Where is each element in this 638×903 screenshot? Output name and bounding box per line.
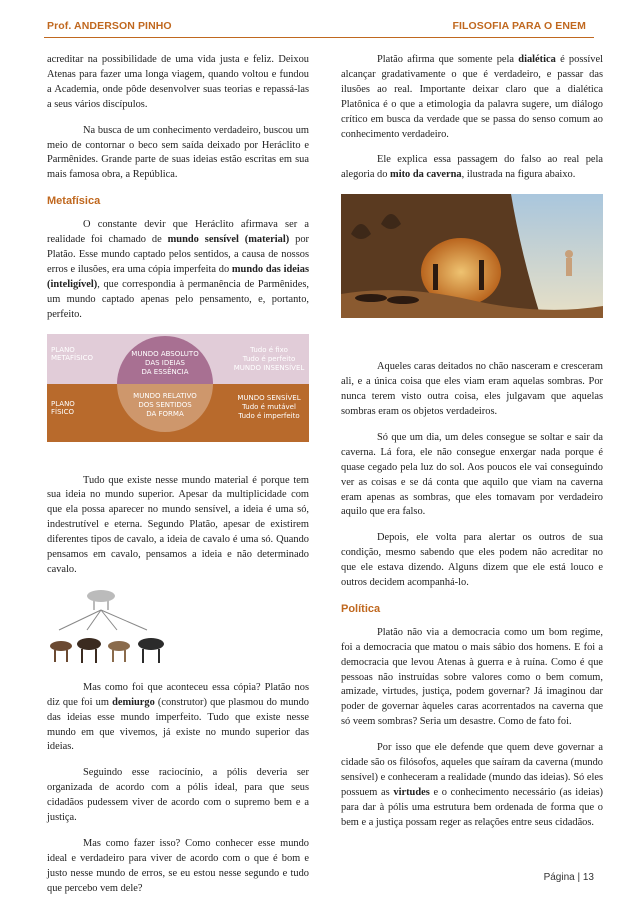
paragraph: Platão afirma que somente pela dialética é possível alcançar gradativamente o que é verdadeiro, e passar das ilusões ao real. Importante deixar claro que a dialética Platônica é o que a etimologia da palavra sugere, um diálogo crítico em busca da verdade que se passa do senso comum ao conhecimento verdadeiro. xyxy=(341,54,603,140)
worlds-diagram xyxy=(47,334,309,442)
label-ideias-fixo: Tudo é fixo xyxy=(250,345,288,354)
term-demiurgo: demiurgo xyxy=(112,696,155,708)
label-mundo-relativo-1: MUNDO RELATIVO xyxy=(133,391,197,400)
paragraph: acreditar na possibilidade de uma vida justa e feliz. Deixou Atenas para fazer uma longa viagem, quando voltou e fundou a Academia, onde pôde desenvolver suas teorias e repassá-las a seus vários discípulos. xyxy=(47,54,309,110)
paragraph: Platão não via a democracia como um bom regime, foi a democracia que matou o mais sábio dos homens. E foi a democracia que levou Atenas à guerra e à ruína. Como é que pessoas não instruídas sobre valores como o bem comum, amizade, virtudes, justiça, podem governar? Já imaginou dar poder de governar àqueles caras acorrentados na caverna que só veem sombras? Seria um desastre. Como de fato foi. xyxy=(341,626,603,728)
section-heading-politica: Política xyxy=(341,602,381,615)
paragraph: Mas como foi que aconteceu essa cópia? Platão nos diz que foi um demiurgo (construtor) que plasmou do mundo das ideias esse mundo imperfeito. Tudo que existe nesse mundo em que vivemos, já existe no mundo superior das ideias. xyxy=(47,681,309,753)
paragraph: Por isso que ele defende que quem deve governar a cidade são os filósofos, aqueles que saíram da caverna (mundo sensível) e conheceram a realidade (mundo das ideias). Só eles possuem as virtudes e o conhecimento necessário (as ideias) para dar à pólis uma estrutura bem ordenada de forma que o bem e a justiça possam reger as relações entre seus cidadãos. xyxy=(341,742,604,828)
paragraph: Aqueles caras deitados no chão nasceram e cresceram ali, e a única coisa que eles viam eram aquelas sombras. Por nunca terem visto outra coisa, eles julgavam que aquelas sombras eram os objetos verdadeiros. xyxy=(341,361,603,417)
term-mito-caverna: mito da caverna xyxy=(390,169,462,181)
paragraph: Ele explica essa passagem do falso ao real pela alegoria do mito da caverna, ilustrada na figura abaixo. xyxy=(341,154,603,181)
right-column xyxy=(341,53,603,842)
paragraph: Na busca de um conhecimento verdadeiro, buscou um meio de contornar o beco sem saída deixado por Heráclito e Parmênides. Grande parte de suas ideias estão escritas em sua mais famosa obra, a República. xyxy=(47,124,309,181)
term-dialetica: dialética xyxy=(518,54,556,65)
label-mundo-sensivel: MUNDO SENSÍVEL xyxy=(237,393,301,402)
label-mundo-insensivel: MUNDO INSENSÍVEL xyxy=(233,363,305,372)
worlds-diagram-graphic xyxy=(47,334,309,442)
header-author: Prof. ANDERSON PINHO xyxy=(47,20,172,32)
term-virtudes: virtudes xyxy=(393,786,430,798)
paragraph: Mas como fazer isso? Como conhecer esse mundo ideal e verdadeiro para viver de acordo com o que é bom e justo nesse mundo de erros, se eu estou nesse segundo e tudo que percebo vem dele? xyxy=(47,838,309,894)
term-mundo-ideias: mundo das ideias (inteligível) xyxy=(47,263,309,290)
paragraph: Depois, ele volta para alertar os outros de sua condição, mesmo sabendo que eles podem não acreditar no que ele estava dizendo. Alguns dizem que ele está louco e outros decidem acompanhá-lo. xyxy=(341,532,603,589)
term-mundo-sensivel: mundo sensível (material) xyxy=(167,234,290,246)
label-plano-metafisico-1: PLANO xyxy=(51,345,75,354)
label-mundo-relativo-2: DOS SENTIDOS xyxy=(138,400,192,409)
header-course: FILOSOFIA PARA O ENEM xyxy=(452,20,586,32)
left-column xyxy=(47,53,309,903)
paragraph: Só que um dia, um deles consegue se soltar e sair da caverna. Lá fora, ele não consegue enxergar nada porque é quase cegado pela luz do sol. Aos poucos ele vai conseguindo ver as coisas e se dá conta que aquilo que viam na caverna eram apenas as sombras, que eles tomavam por verdadeiro aquilo que era falso. xyxy=(341,431,603,518)
horses-illustration xyxy=(47,584,177,668)
label-mundo-relativo-3: DA FORMA xyxy=(146,409,184,418)
header-divider xyxy=(44,37,594,38)
label-sensivel-imperfeito: Tudo é imperfeito xyxy=(238,411,300,420)
label-mundo-absoluto-2: DAS IDEIAS xyxy=(145,358,185,367)
paragraph: Tudo que existe nesse mundo material é porque tem sua ideia no mundo superior. Apesar da multiplicidade com que ela possa aparecer no mundo sensível, a ideia é uma só, indestrutível e eterna. Segundo Platão, apesar de existirem diferentes tipos de cavalo, a ideia de cavalo é uma só. Quando pensamos em cavalo, pensamos a ideia e não determinado cavalo. xyxy=(47,474,309,575)
label-plano-fisico-2: FÍSICO xyxy=(51,407,74,416)
paragraph: O constante devir que Heráclito afirmava ser a realidade foi chamado de mundo sensível (material) por Platão. Esse mundo captado pelos sentidos, a causa de nossos erros e ilusões, era uma cópia imperfeita do mundo das ideias (inteligível), que correspondia à permanência de Parmênides, um mundo captado apenas pelo pensamento, e, portanto, perfeito. xyxy=(47,219,309,320)
label-plano-fisico-1: PLANO xyxy=(51,399,75,408)
horses-block xyxy=(47,474,309,582)
cave-allegory-illustration xyxy=(341,194,603,318)
section-heading-metafisica: Metafísica xyxy=(47,195,101,208)
label-sensivel-mutavel: Tudo é mutável xyxy=(242,402,296,411)
label-ideias-perfeito: Tudo é perfeito xyxy=(242,354,296,363)
page-number: Página | 13 xyxy=(543,872,594,883)
paragraph: Seguindo esse raciocínio, a pólis deveria ser organizada de acordo com a pólis ideal, para que seus cidadãos pudessem viver de acordo com o supremo bem e a justiça. xyxy=(47,767,309,824)
label-plano-metafisico-2: METAFÍSICO xyxy=(51,353,93,362)
label-mundo-absoluto-1: MUNDO ABSOLUTO xyxy=(131,349,199,358)
label-mundo-absoluto-3: DA ESSÊNCIA xyxy=(141,367,189,376)
